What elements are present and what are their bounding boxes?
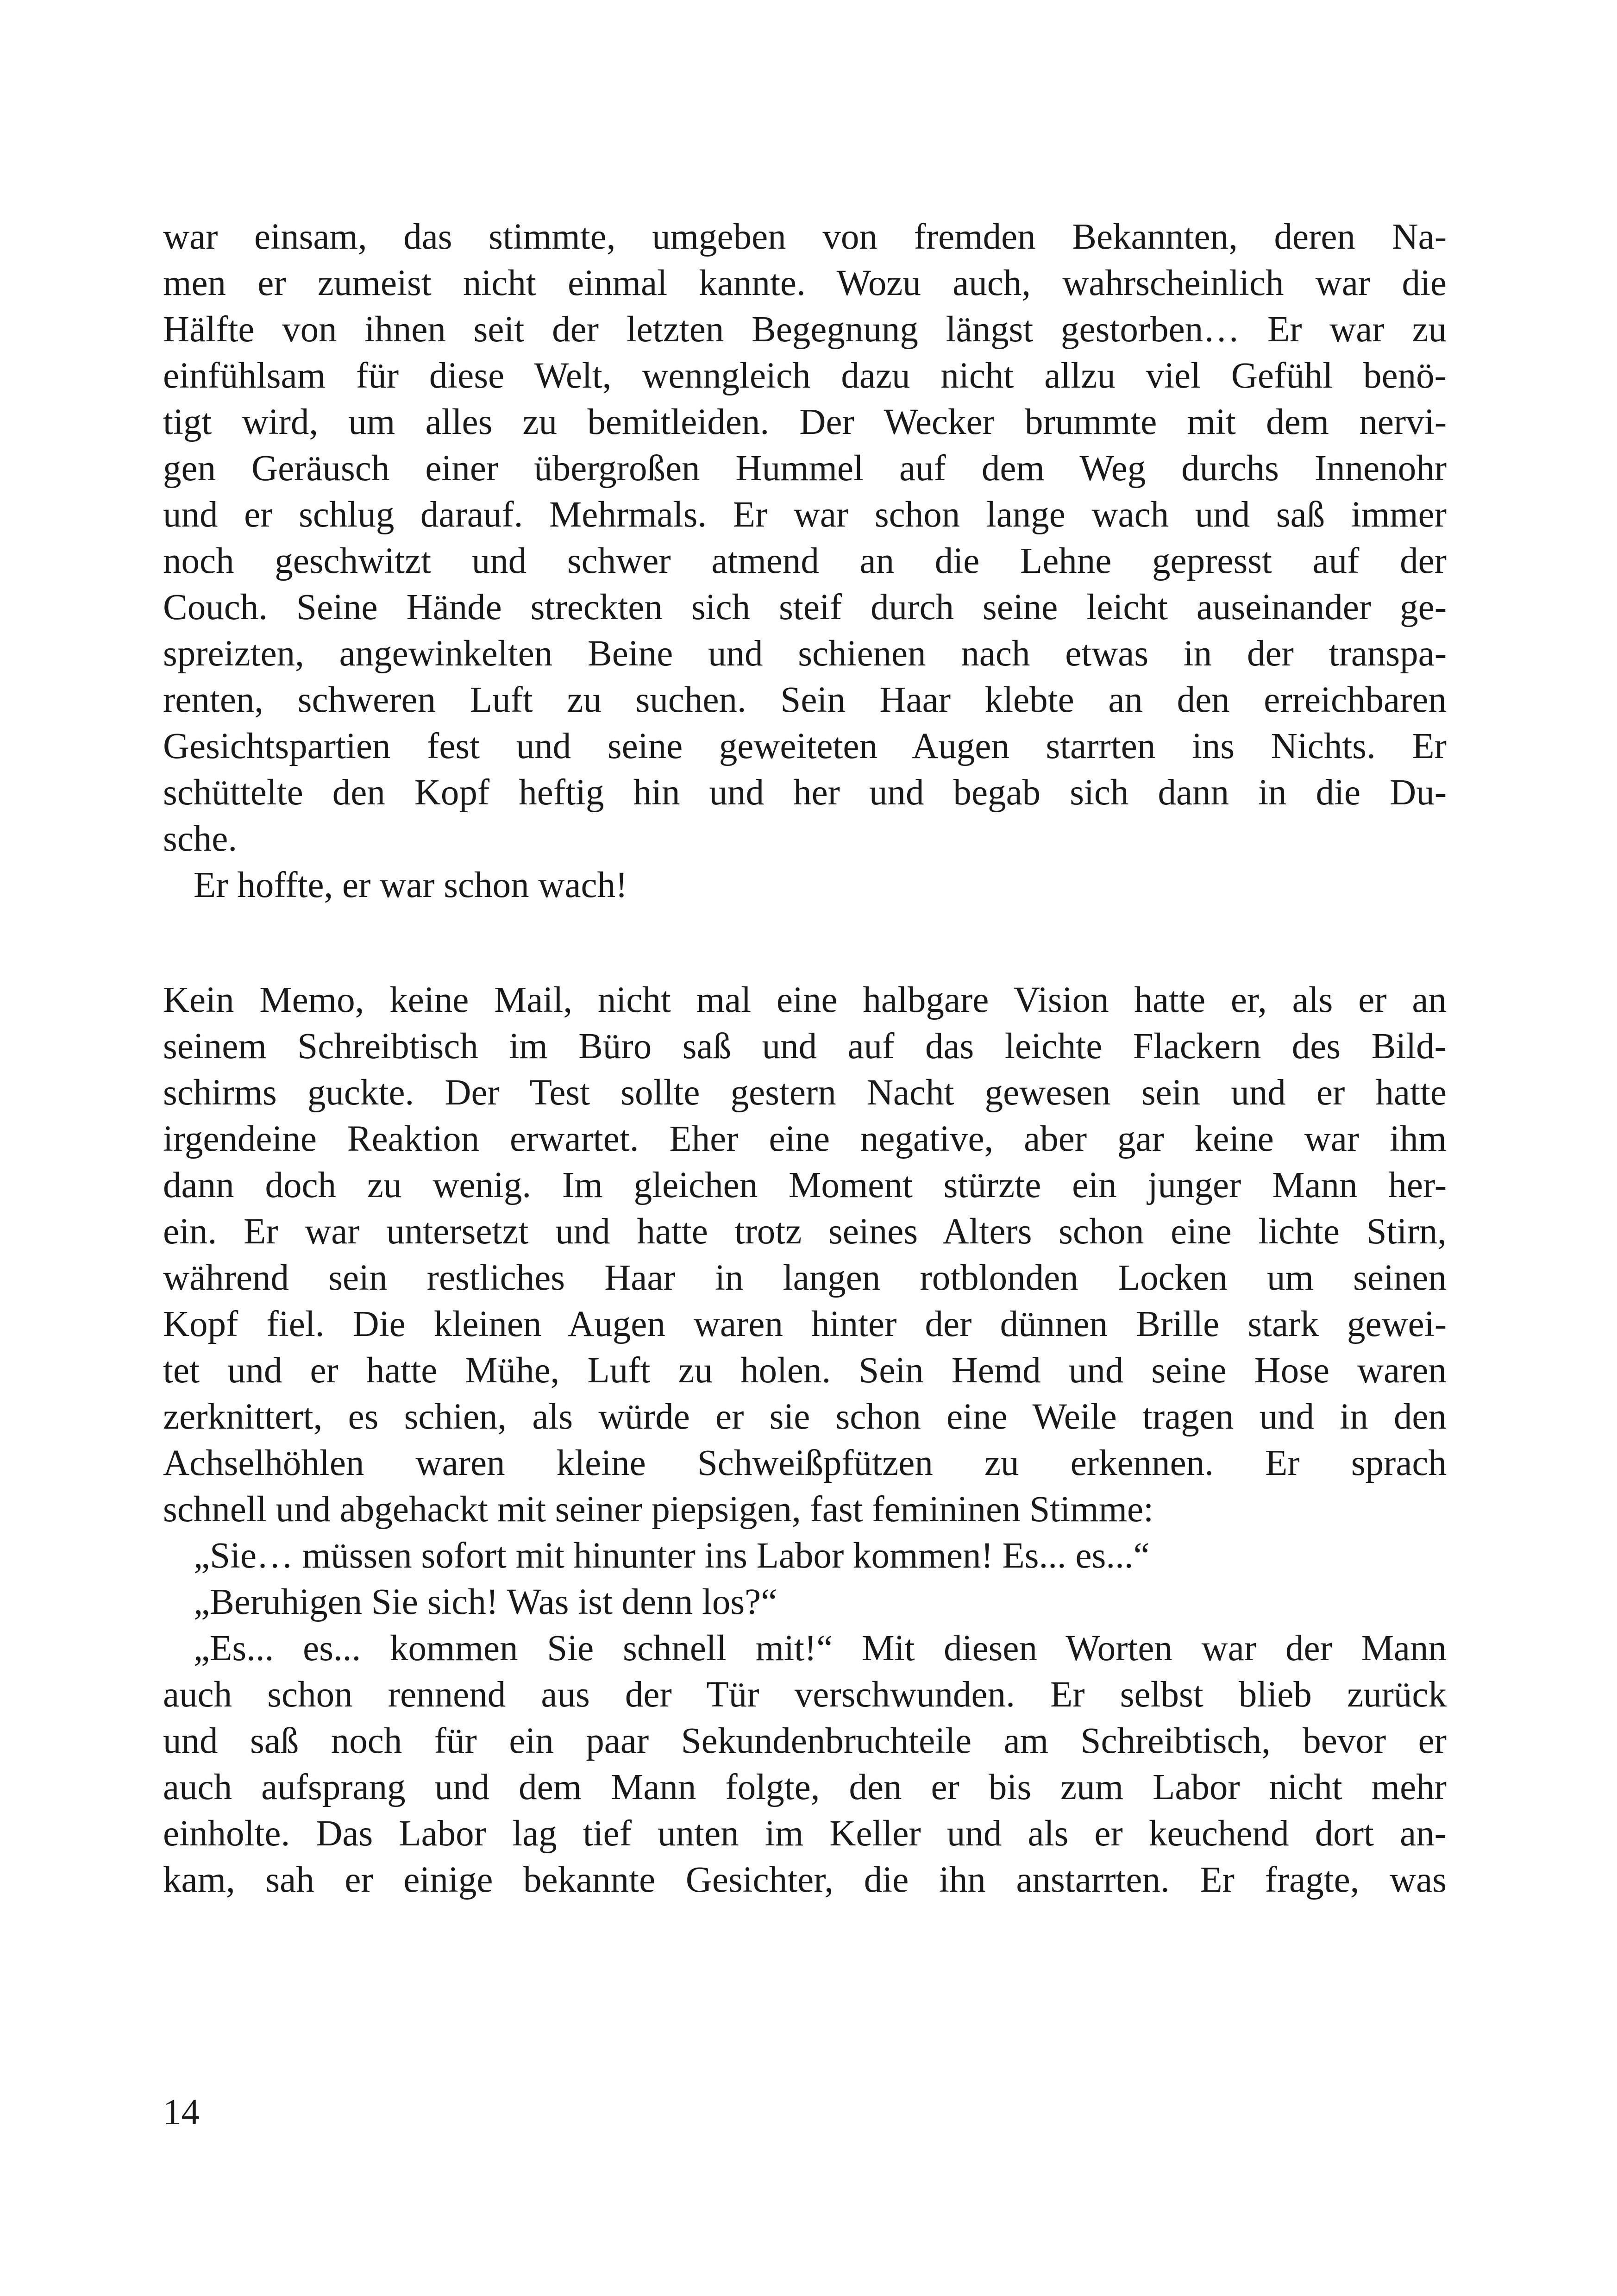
page-number: 14 [163,2092,200,2133]
text-line: „Sie… müssen sofort mit hinunter ins Labor kommen! Es... es...“ [194,1536,1150,1576]
text-line: gen Geräusch einer übergroßen Hummel auf dem Weg durchs Innenohr [163,448,1447,489]
text-line: noch geschwitzt und schwer atmend an die Lehne gepresst auf der [163,541,1447,581]
text-line: schnell und abgehackt mit seiner piepsigen, fast femininen Stimme: [163,1489,1154,1530]
text-line: Kopf fiel. Die kleinen Augen waren hinter der dünnen Brille stark gewei- [163,1304,1447,1344]
text-line: renten, schweren Luft zu suchen. Sein Haar klebte an den erreichbaren [163,680,1447,720]
text-line: spreizten, angewinkelten Beine und schienen nach etwas in der transpa- [163,634,1447,674]
text-line: irgendeine Reaktion erwartet. Eher eine negative, aber gar keine war ihm [163,1119,1447,1159]
paragraph-4 [163,1533,1447,1579]
text-line: auch schon rennend aus der Tür verschwunden. Er selbst blieb zurück [163,1675,1447,1715]
text-line: Achselhöhlen waren kleine Schweißpfützen zu erkennen. Er sprach [163,1443,1447,1483]
paragraph-5 [163,1579,1447,1625]
text-line: kam, sah er einige bekannte Gesichter, die ihn anstarrten. Er fragte, was [163,1860,1447,1900]
text-line: Gesichtspartien fest und seine geweiteten Augen starrten ins Nichts. Er [163,726,1447,766]
text-block-bottom [163,977,1447,1903]
text-line: schirms guckte. Der Test sollte gestern Nacht gewesen sein und er hatte [163,1073,1447,1113]
text-line: war einsam, das stimmte, umgeben von fremden Bekannten, deren Na- [163,217,1447,257]
paragraph-6 [163,1625,1447,1903]
text-line: zerknittert, es schien, als würde er sie schon eine Weile tragen und in den [163,1397,1447,1437]
text-line: und er schlug darauf. Mehrmals. Er war schon lange wach und saß immer [163,495,1447,535]
text-line: einfühlsam für diese Welt, wenngleich dazu nicht allzu viel Gefühl benö- [163,356,1447,396]
text-line: schüttelte den Kopf heftig hin und her und begab sich dann in die Du- [163,772,1447,813]
text-line: ein. Er war untersetzt und hatte trotz seines Alters schon eine lichte Stirn, [163,1211,1447,1252]
text-line: einholte. Das Labor lag tief unten im Keller und als er keuchend dort an- [163,1813,1447,1854]
text-line: Er hoffte, er war schon wach! [194,865,628,905]
text-line: während sein restliches Haar in langen rotblonden Locken um seinen [163,1258,1447,1298]
paragraph-3 [163,977,1447,1533]
text-line: tigt wird, um alles zu bemitleiden. Der Wecker brummte mit dem nervi- [163,402,1447,442]
text-line: tet und er hatte Mühe, Luft zu holen. Sein Hemd und seine Hose waren [163,1350,1447,1391]
text-line: Kein Memo, keine Mail, nicht mal eine halbgare Vision hatte er, als er an [163,980,1447,1020]
text-line: auch aufsprang und dem Mann folgte, den er bis zum Labor nicht mehr [163,1767,1447,1807]
text-line: Hälfte von ihnen seit der letzten Begegnung längst gestorben… Er war zu [163,309,1447,350]
text-line: seinem Schreibtisch im Büro saß und auf das leichte Flackern des Bild- [163,1026,1447,1066]
paragraph-2 [163,862,1447,909]
text-line: sche. [163,819,238,859]
text-line: dann doch zu wenig. Im gleichen Moment stürzte ein junger Mann her- [163,1165,1447,1205]
text-line: men er zumeist nicht einmal kannte. Wozu auch, wahrscheinlich war die [163,263,1447,303]
text-block-top [163,214,1447,909]
text-line: „Beruhigen Sie sich! Was ist denn los?“ [194,1582,777,1622]
paragraph-1 [163,214,1447,862]
text-line: und saß noch für ein paar Sekundenbruchteile am Schreibtisch, bevor er [163,1721,1447,1761]
text-line: „Es... es... kommen Sie schnell mit!“ Mit diesen Worten war der Mann [194,1628,1447,1669]
text-line: Couch. Seine Hände streckten sich steif durch seine leicht auseinander ge- [163,587,1447,627]
